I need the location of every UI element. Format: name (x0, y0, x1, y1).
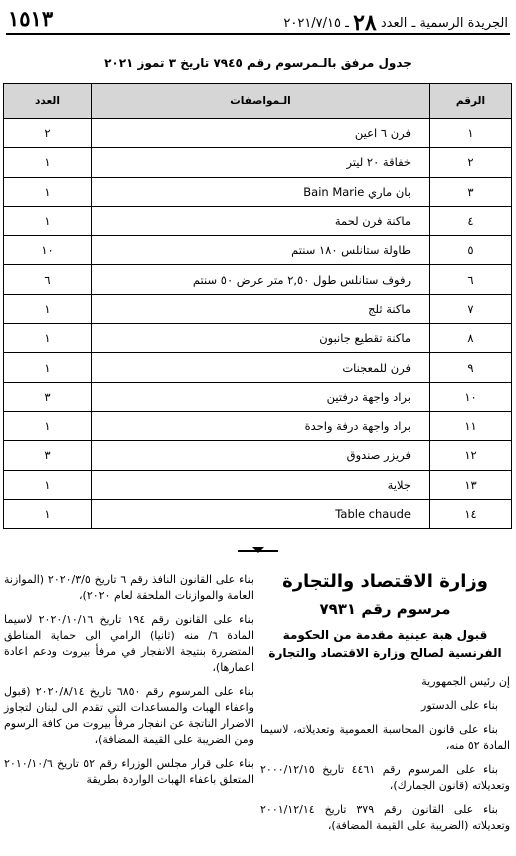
decree-column-left (4, 572, 254, 796)
row-specs: طاولة ستانلس ١٨٠ سنتم (92, 236, 430, 265)
legal-basis-paragraph: بناء على قرار مجلس الوزراء رقم ٥٢ تاريخ ٢٠١٠/١٠/٦ المتعلق باعفاء الهبات الواردة بطريقة (4, 757, 254, 786)
page-header (6, 6, 510, 34)
row-specs: بان ماري Bain Marie (92, 177, 430, 206)
row-specs: Table chaude (92, 499, 430, 528)
row-specs: براد واجهة درفتين (92, 382, 430, 411)
row-specs: رفوف ستانلس طول ٢,٥٠ متر عرض ٥٠ سنتم (92, 265, 430, 294)
publication-title: الجريدة الرسمية ـ العدد (380, 16, 508, 31)
row-quantity: ١ (4, 411, 92, 440)
row-quantity: ١ (4, 206, 92, 235)
legal-basis-paragraph: بناء على القانون رقم ١٩٤ تاريخ ٢٠٢٠/١٠/١٦ لاسيما المادة ٦/ منه (ثانيا) الرامي الى حماية المناطق المتضررة بنتيجة الانفجار في مرفأ بيروت ودعم اعادة اعمارها)، (4, 613, 254, 674)
table-row (4, 411, 512, 440)
row-quantity: ١ (4, 148, 92, 177)
row-number: ١٠ (430, 382, 512, 411)
row-number: ٢ (430, 148, 512, 177)
table-row (4, 265, 512, 294)
table-row (4, 148, 512, 177)
header-specs: الـمواصفات (92, 84, 430, 119)
table-row (4, 177, 512, 206)
row-number: ١ (430, 119, 512, 148)
legal-basis-paragraph: بناء على المرسوم رقم ٦٨٥٠ تاريخ ٢٠٢٠/٨/١٤ (قبول واعفاء الهبات والمساعدات التي تقدم الى لبنان لتجاوز الاضرار الناتجة عن انفجار مرفأ بيروت من كافة الرسوم ومن الضريبة على القيمة المضافة)، (4, 685, 254, 746)
legal-basis-paragraph: بناء على القانون النافذ رقم ٦ تاريخ ٢٠٢٠/٣/٥ (الموازنة العامة والموازنات الملحقة لعام ٢٠٢٠)، (4, 573, 254, 602)
table-row (4, 382, 512, 411)
row-number: ٨ (430, 324, 512, 353)
row-quantity: ٣ (4, 382, 92, 411)
table-row (4, 236, 512, 265)
row-quantity: ١٠ (4, 236, 92, 265)
row-number: ٥ (430, 236, 512, 265)
table-row (4, 470, 512, 499)
table-row (4, 294, 512, 323)
issue-number: ٢٨ (353, 10, 377, 36)
row-specs: فريزر صندوق (92, 441, 430, 470)
row-specs: ماكنة ثلج (92, 294, 430, 323)
row-number: ٧ (430, 294, 512, 323)
row-number: ٦ (430, 265, 512, 294)
table-header-row (4, 84, 512, 119)
page-number: ١٥١٣ (8, 6, 54, 31)
table-row (4, 353, 512, 382)
decree-column-right (260, 570, 510, 842)
row-number: ١٢ (430, 441, 512, 470)
row-specs: ماكنة تقطيع جانبون (92, 324, 430, 353)
decree-subject: قبول هبة عينية مقدمة من الحكومة الفرنسية لصالح وزارة الاقتصاد والتجارة (268, 628, 502, 660)
table-row (4, 499, 512, 528)
row-quantity: ١ (4, 324, 92, 353)
header-quantity: العدد (4, 84, 92, 119)
row-quantity: ١ (4, 499, 92, 528)
table-row (4, 441, 512, 470)
decree-number: مرسوم رقم ٧٩٣١ (319, 600, 451, 618)
row-quantity: ٢ (4, 119, 92, 148)
row-specs: ماكنة فرن لحمة (92, 206, 430, 235)
ministry-heading: وزارة الاقتصاد والتجارة (282, 571, 488, 592)
table-title: جدول مرفق بالـمرسوم رقم ٧٩٤٥ تاريخ ٣ تموز ٢٠٢١ (104, 56, 412, 70)
row-specs: براد واجهة درفة واحدة (92, 411, 430, 440)
row-quantity: ٣ (4, 441, 92, 470)
legal-basis-paragraph: بناء على المرسوم رقم ٤٤٦١ تاريخ ٢٠٠٠/١٢/١٥ وتعديلاته (قانون الجمارك)، (260, 763, 510, 792)
row-number: ١٣ (430, 470, 512, 499)
legal-basis-paragraph: بناء على الدستور (421, 699, 498, 712)
row-number: ٩ (430, 353, 512, 382)
row-quantity: ١ (4, 353, 92, 382)
row-quantity: ١ (4, 294, 92, 323)
legal-basis-paragraph: بناء على القانون رقم ٣٧٩ تاريخ ٢٠٠١/١٢/١٤ وتعديلاته (الضريبة على القيمة المضافة)، (260, 803, 510, 832)
row-number: ١٤ (430, 499, 512, 528)
row-number: ٣ (430, 177, 512, 206)
issue-date: ـ ٢٠٢١/٧/١٥ (283, 16, 349, 31)
section-divider (238, 550, 278, 552)
header-rule (6, 33, 510, 35)
specifications-table (3, 83, 512, 529)
legal-basis-paragraph: بناء على قانون المحاسبة العمومية وتعديلاته، لاسيما المادة ٥٢ منه، (260, 723, 510, 752)
row-quantity: ١ (4, 177, 92, 206)
row-specs: خفاقة ٢٠ ليتر (92, 148, 430, 177)
president-line: إن رئيس الجمهورية (421, 675, 510, 688)
row-specs: فرن للمعجنات (92, 353, 430, 382)
row-number: ٤ (430, 206, 512, 235)
table-row (4, 206, 512, 235)
row-specs: فرن ٦ اعين (92, 119, 430, 148)
row-specs: جلاية (92, 470, 430, 499)
row-quantity: ١ (4, 470, 92, 499)
table-row (4, 324, 512, 353)
table-row (4, 119, 512, 148)
row-quantity: ٦ (4, 265, 92, 294)
header-number: الرقم (430, 84, 512, 119)
row-number: ١١ (430, 411, 512, 440)
